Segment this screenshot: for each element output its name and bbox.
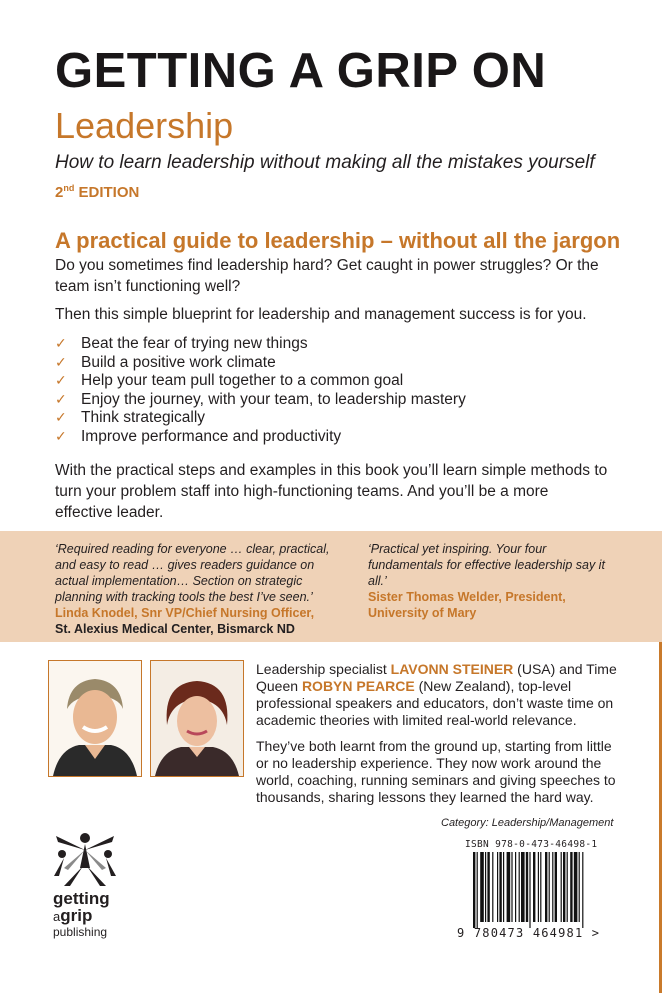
author-photo-lavonn <box>48 660 142 777</box>
edition-word: EDITION <box>74 184 140 201</box>
publisher-logo-a: a <box>53 909 61 924</box>
publisher-logo-icon <box>50 828 120 890</box>
bio-text: (New Zealand), top-level professional speakers and educators, don’t waste time on academic theories with limited real-world relevance. <box>256 678 614 728</box>
testimonial-source: Sister Thomas Welder, President, University of Mary <box>368 590 566 620</box>
list-item <box>55 372 466 391</box>
barcode-digits: 9 780473 464981 > <box>457 926 601 940</box>
publisher-logo-word-3: publishing <box>53 925 108 939</box>
list-item-text: Think strategically <box>81 409 206 427</box>
barcode <box>473 852 615 928</box>
list-item-text: Build a positive work climate <box>81 353 276 371</box>
book-subtitle: Leadership <box>55 105 234 146</box>
list-item <box>55 409 466 428</box>
book-title: GETTING A GRIP ON <box>55 44 547 98</box>
testimonial-source-org: St. Alexius Medical Center, Bismarck ND <box>55 622 295 636</box>
edition-label <box>55 183 139 202</box>
edition-number: 2 <box>55 184 64 201</box>
publisher-logo-word-1: getting <box>53 889 110 908</box>
benefits-list <box>55 335 466 447</box>
author-bio-1 <box>256 661 626 729</box>
author-name-lavonn: LAVONN STEINER <box>390 661 514 677</box>
intro-paragraph-3: With the practical steps and examples in this book you’ll learn simple methods to turn your problem staff into high-functioning teams. And you’ll be a more effective leader. <box>55 462 608 521</box>
testimonial-source: Linda Knodel, Snr VP/Chief Nursing Officer, <box>55 606 315 620</box>
testimonial-2 <box>368 541 613 621</box>
list-item <box>55 391 466 410</box>
intro-paragraph-2: Then this simple blueprint for leadership and management success is for you. <box>55 306 587 323</box>
publisher-logo-grip: grip <box>60 906 93 925</box>
list-item <box>55 428 466 447</box>
checkmark-icon: ✓ <box>55 391 67 408</box>
checkmark-icon: ✓ <box>55 410 67 427</box>
list-item <box>55 354 466 373</box>
publisher-logo-word-2 <box>53 907 92 924</box>
list-item-text: Help your team pull together to a common goal <box>81 372 404 390</box>
bio-text: Leadership specialist <box>256 661 391 677</box>
checkmark-icon: ✓ <box>55 428 67 445</box>
isbn-text: ISBN 978-0-473-46498-1 <box>465 839 598 850</box>
testimonial-1 <box>55 541 330 637</box>
bio-text: (USA) and Time Queen <box>256 661 617 694</box>
category-label: Category: Leadership/Management <box>441 817 614 829</box>
intro-paragraph-1: Do you sometimes find leadership hard? Get caught in power struggles? Or the team isn’t functioning well? <box>55 257 599 295</box>
list-item-text: Beat the fear of trying new things <box>81 335 308 352</box>
testimonial-text: ‘Required reading for everyone … clear, practical, and easy to read … gives readers guidance on actual implementation… Section on strategic planning with tracking tools the best I’ve seen.’ <box>55 542 330 604</box>
list-item <box>55 335 466 354</box>
list-item-text: Improve performance and productivity <box>81 427 342 445</box>
book-tagline: How to learn leadership without making all the mistakes yourself <box>55 152 595 173</box>
edition-suffix: nd <box>63 183 75 193</box>
list-item-text: Enjoy the journey, with your team, to leadership mastery <box>81 390 466 408</box>
checkmark-icon: ✓ <box>55 354 67 371</box>
checkmark-icon: ✓ <box>55 373 67 390</box>
section-headline: A practical guide to leadership – without all the jargon <box>55 228 621 253</box>
checkmark-icon: ✓ <box>55 336 67 352</box>
testimonial-text: ‘Practical yet inspiring. Your four fundamentals for effective leadership say it all.’ <box>368 542 605 588</box>
portrait-image <box>151 661 243 776</box>
author-photo-robyn <box>150 660 244 777</box>
portrait-image <box>49 661 141 776</box>
author-name-robyn: ROBYN PEARCE <box>301 678 415 694</box>
author-bio-2: They’ve both learnt from the ground up, starting from little or no leadership experience. They now work around the world, coaching, running seminars and giving speeches to thousands, sharing lessons they learned the hard way. <box>256 738 616 805</box>
